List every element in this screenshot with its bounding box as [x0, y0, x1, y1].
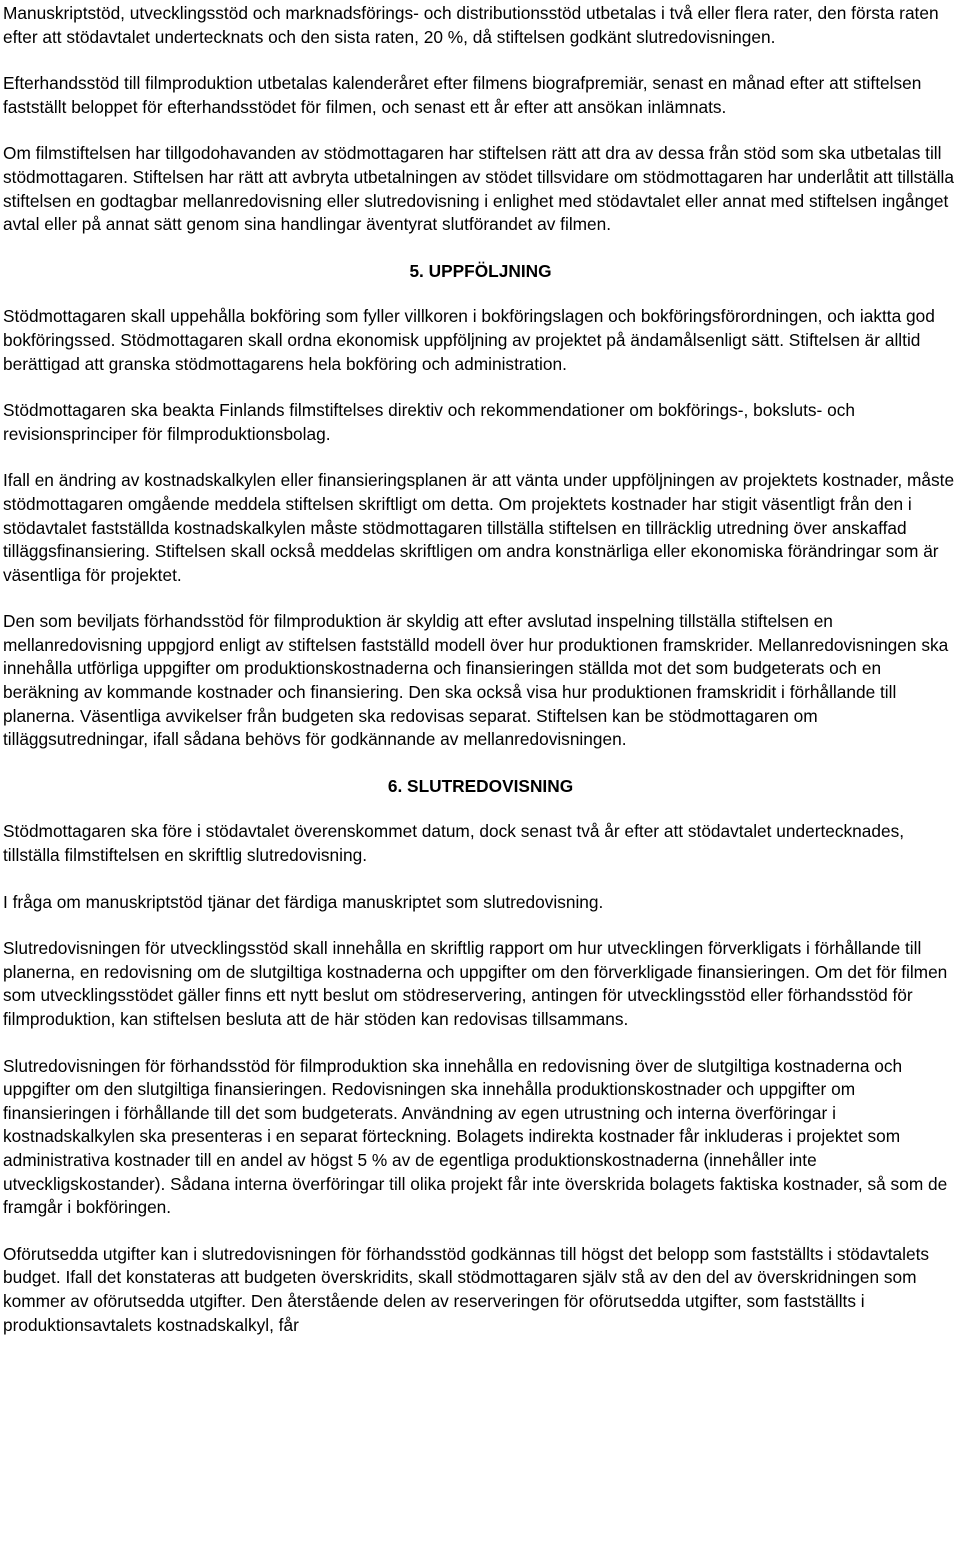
section-heading-followup: 5. UPPFÖLJNING — [409, 260, 552, 281]
paragraph-manuscript-report: I fråga om manuskriptstöd tjänar det färdiga manuskriptet som slutredovisning. — [3, 891, 604, 912]
section-followup — [3, 260, 960, 752]
paragraph-cost-changes: Ifall en ändring av kostnadskalkylen eller finansieringsplanen är att vänta under uppföljningen av projektets kostnader, måste stödmottagaren omgående meddela stiftelsen skriftligt om detta. Om projektets kostnader har stigit väsentligt från den i stödavtalet fastställda kostnadskalkylen måste stödmottagaren tillställa stiftelsen en tillräcklig utredning över anskaffad tilläggsfinansiering. Stiftelsen skall också meddelas skriftligen om andra konstnärliga eller ekonomiska förändringar som är väsentliga för projektet. — [3, 470, 955, 585]
paragraph-directives: Stödmottagaren ska beakta Finlands filmstiftelses direktiv och rekommendationer om bokförings-, boksluts- och revisionsprinciper för filmproduktionsbolag. — [3, 400, 855, 444]
paragraph-development-report: Slutredovisningen för utvecklingsstöd skall innehålla en skriftlig rapport om hur utvecklingen förverkligats i förhållande till planerna, en redovisning om de slutgiltiga kostnaderna och uppgifter om den förverkligade finansieringen. Om det för filmen som utvecklingsstödet gäller finns ett nytt beslut om stödreservering, antingen för utvecklingsstöd eller förhandsstöd för filmproduktion, kan stiftelsen besluta att de här stöden kan redovisas tillsammans. — [3, 938, 948, 1029]
section-final-report — [3, 775, 960, 1337]
paragraph-interim-report: Den som beviljats förhandsstöd för filmproduktion är skyldig att efter avslutad inspelning tillställa stiftelsen en mellanredovisning uppgjord enligt av stiftelsen fastställd modell över hur produktionen framskrider. Mellanredovisningen ska innehålla utförliga uppgifter om produktionskostnaderna och finansieringen ställda mot det som budgeterats och en beräkning av kommande kostnader och finansiering. Den ska också visa hur produktionen framskridit i förhållande till planerna. Väsentliga avvikelser från budgeten ska redovisas separat. Stiftelsen kan be stödmottagaren om tilläggsutredningar, ifall sådana behövs för godkännande av mellanredovisningen. — [3, 611, 949, 750]
paragraph-unforeseen-expenses: Oförutsedda utgifter kan i slutredovisningen för förhandsstöd godkännas till högst det belopp som fastställts i stödavtalets budget. Ifall det konstateras att budgeten överskridits, skall stödmottagaren själv stå av den del av överskridningen som kommer av oförutsedda utgifter. Den återstående delen av reserveringen för oförutsedda utgifter, som fastställts i produktionsavtalets kostnadskalkyl, får — [3, 1243, 930, 1335]
paragraph-receivables-offset: Om filmstiftelsen har tillgodohavanden av stödmottagaren har stiftelsen rätt att dra av dessa från stöd som ska utbetalas till stödmottagaren. Stiftelsen har rätt att avbryta utbetalningen av stödet tillsvidare om stödmottagaren har underlåtit att tillställa stiftelsen en godtagbar mellanredovisning eller slutredovisning i enlighet med stödavtalet eller annat med stiftelsen ingånget avtal eller på annat sätt genom sina handlingar äventyrat slutförandet av filmen. — [3, 143, 954, 235]
paragraph-production-report: Slutredovisningen för förhandsstöd för filmproduktion ska innehålla en redovisning över de slutgiltiga kostnaderna och uppgifter om den slutgiltiga finansieringen. Redovisningen ska innehålla produktionskostnader och uppgifter om finansieringen i förhållande till det som budgeterats. Användning av egen utrustning och interna överföringar i kostnadskalkylen ska presenteras i en separat förteckning. Bolagets indirekta kostnader får inkluderas i projektet som administrativa kostnader till en andel av högst 5 % av de egentliga produktionskostnaderna (innehåller inte utveckligskostander). Sådana interna överföringar till olika projekt får inte överskrida bolagets faktiska kostnader, så som de framgår i bokföringen. — [3, 1055, 948, 1218]
paragraph-final-report-deadline: Stödmottagaren ska före i stödavtalet överenskommet datum, dock senast två år efter att stödavtalet undertecknades, tillställa filmstiftelsen en skriftlig slutredovisning. — [3, 821, 905, 866]
section-heading-final-report: 6. SLUTREDOVISNING — [387, 775, 574, 796]
paragraph-post-support-payment: Efterhandsstöd till filmproduktion utbetalas kalenderåret efter filmens biografpremiär, senast en månad efter att stiftelsen fastställt beloppet för efterhandsstödet för filmen, och senast ett år efter att ansökan inlämnats. — [3, 73, 922, 117]
paragraph-installment-payments: Manuskriptstöd, utvecklingsstöd och marknadsförings- och distributionsstöd utbetalas i två eller flera rater, den första raten efter att stödavtalet undertecknats och den sista raten, 20 %, då stiftelsen godkänt slutredovisningen. — [3, 3, 939, 47]
paragraph-bookkeeping: Stödmottagaren skall uppehålla bokföring som fyller villkoren i bokföringslagen och bokföringsförordningen, och iaktta god bokföringssed. Stödmottagaren skall ordna ekonomisk uppföljning av projektet på ändamålsenligt sätt. Stiftelsen är alltid berättigad att granska stödmottagarens hela bokföring och administration. — [3, 306, 935, 374]
